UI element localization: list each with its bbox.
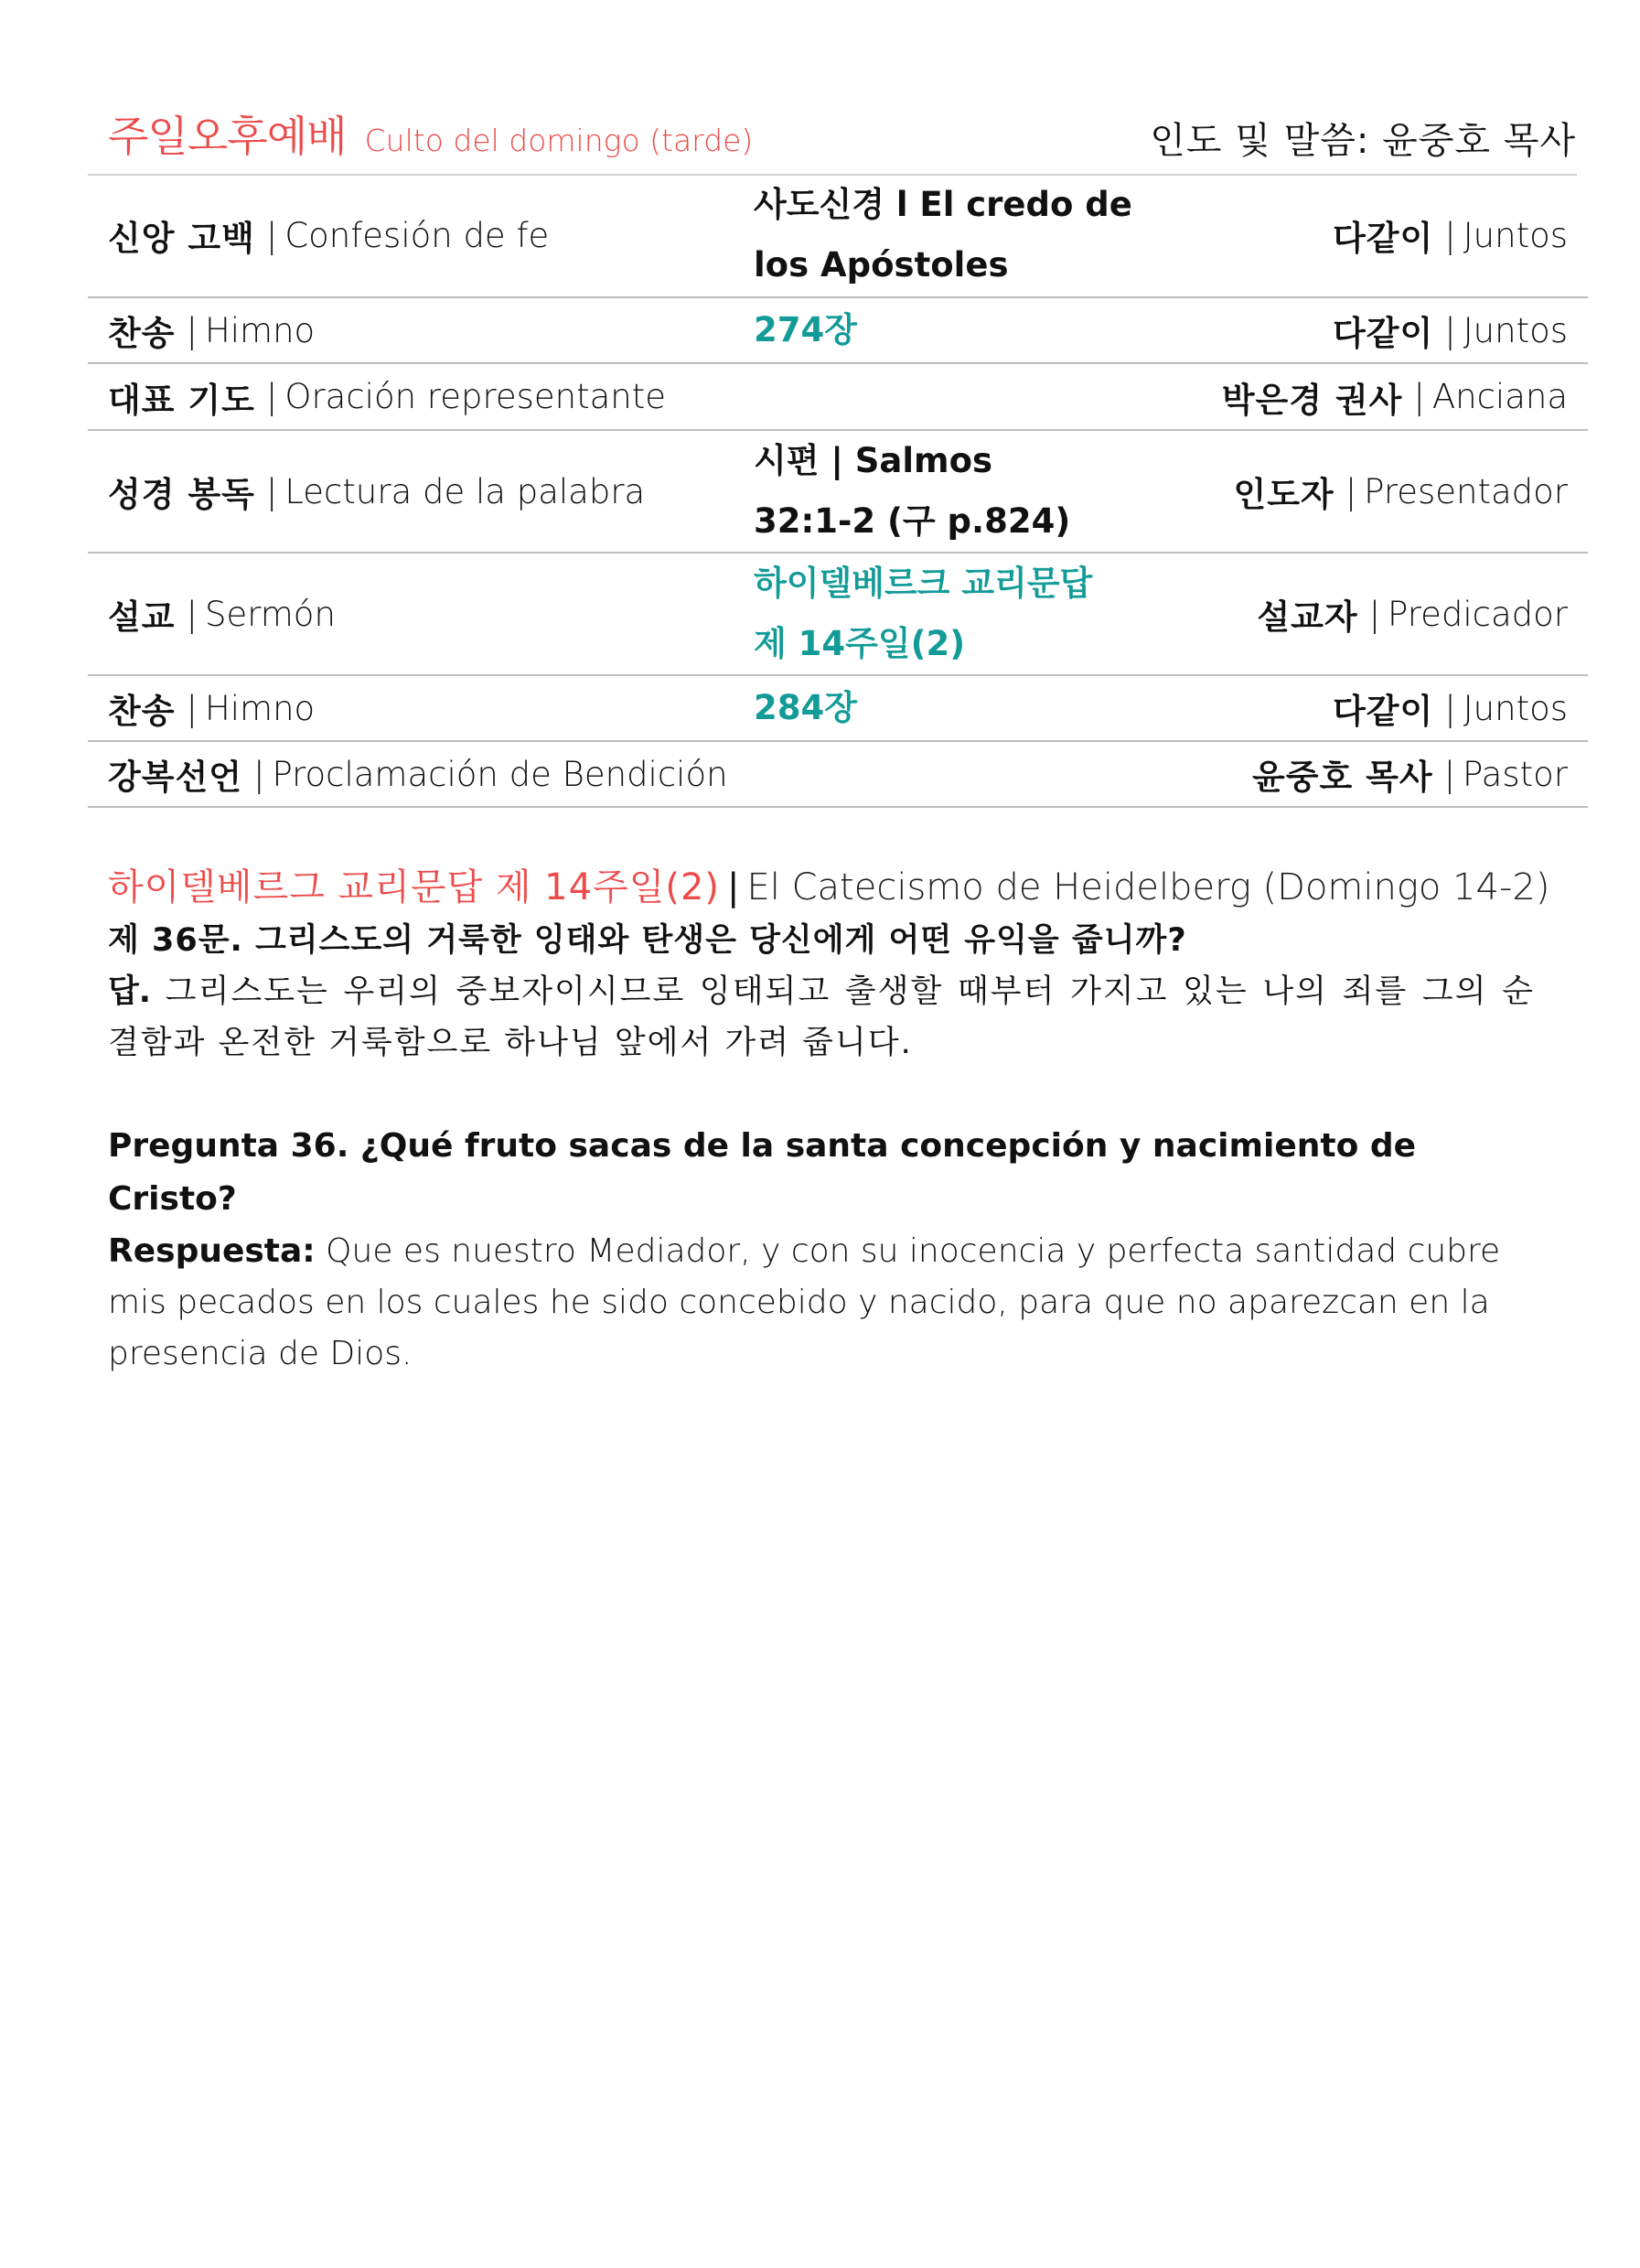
row-label-ko: 설교	[108, 597, 176, 637]
catechism-heading	[108, 860, 1550, 915]
row-person-ko: 윤중호 목사	[1251, 758, 1433, 797]
catechism-title-separator: |	[727, 866, 740, 908]
row-person	[1233, 431, 1568, 552]
row-content	[754, 431, 1138, 552]
row-label-separator: |	[186, 688, 198, 728]
row-label-es: Confesión de fe	[284, 215, 550, 255]
row-label-separator: |	[265, 471, 278, 511]
table-row	[88, 431, 1588, 554]
order-of-worship-table	[88, 174, 1588, 808]
row-person-separator: |	[1345, 471, 1357, 511]
table-row	[88, 174, 1588, 298]
service-title-es: Culto del domingo (tarde)	[364, 123, 754, 158]
service-title	[108, 103, 753, 164]
row-person-es: Anciana	[1431, 377, 1568, 416]
row-person	[1333, 174, 1568, 296]
row-label-separator: |	[265, 377, 278, 416]
row-content-line: 사도신경 l El credo de	[754, 185, 1132, 224]
catechism-title-es: El Catecismo de Heidelberg (Domingo 14-2)	[746, 866, 1550, 908]
table-row	[88, 364, 1588, 431]
row-content-line: 274장	[754, 310, 857, 349]
answer-es	[108, 1226, 1535, 1380]
question-ko: 제 36문. 그리스도의 거룩한 잉태와 탄생은 당신에게 어떤 유익을 줍니까?	[108, 922, 1187, 959]
row-label-es: Sermón	[204, 594, 336, 634]
row-label	[108, 742, 728, 806]
row-content-line: 하이델베르크 교리문답	[754, 564, 1093, 603]
table-row	[88, 742, 1588, 808]
row-label-ko: 신앙 고백	[108, 219, 255, 258]
row-content-line: 시편 | Salmos	[754, 441, 993, 480]
row-person-separator: |	[1413, 377, 1425, 416]
row-person-ko: 인도자	[1233, 475, 1335, 514]
table-row	[88, 554, 1588, 676]
row-person	[1257, 554, 1568, 674]
row-label-ko: 강복선언	[108, 758, 242, 797]
row-person-separator: |	[1444, 688, 1456, 728]
row-content-line: 284장	[754, 688, 857, 727]
catechism-title-ko: 하이델베르그 교리문답 제 14주일(2)	[108, 866, 721, 908]
row-content	[754, 174, 1138, 296]
row-label-ko: 찬송	[108, 692, 176, 731]
row-person-ko: 다같이	[1333, 219, 1434, 258]
row-content	[754, 298, 1138, 362]
answer-es-label: Respuesta:	[108, 1232, 316, 1270]
row-person	[1222, 364, 1568, 429]
row-content	[754, 676, 1138, 740]
table-row	[88, 298, 1588, 364]
row-label-ko: 성경 봉독	[108, 475, 255, 514]
table-row	[88, 676, 1588, 742]
row-label-separator: |	[252, 754, 265, 794]
row-label-ko: 대표 기도	[108, 380, 255, 420]
row-person	[1333, 676, 1568, 740]
service-title-ko: 주일오후예배	[108, 112, 347, 161]
row-label-es: Oración representante	[284, 377, 667, 416]
row-label	[108, 364, 666, 429]
row-person-separator: |	[1443, 754, 1456, 794]
row-content	[754, 554, 1138, 674]
row-content-line: 제 14주일(2)	[754, 624, 966, 663]
row-person-es: Pastor	[1463, 754, 1568, 794]
row-person-ko: 박은경 권사	[1221, 380, 1403, 420]
row-person-es: Juntos	[1463, 688, 1568, 728]
row-person-ko: 다같이	[1333, 314, 1434, 353]
row-label	[108, 174, 549, 296]
row-label-es: Proclamación de Bendición	[272, 754, 728, 794]
service-header	[108, 105, 1576, 164]
row-person-es: Presentador	[1364, 471, 1568, 511]
row-label-ko: 찬송	[108, 314, 176, 353]
row-person-ko: 다같이	[1333, 692, 1434, 731]
row-label-es: Lectura de la palabra	[284, 471, 646, 511]
row-label-separator: |	[186, 310, 198, 350]
answer-ko	[108, 966, 1535, 1069]
row-label	[108, 431, 645, 552]
row-person-separator: |	[1444, 310, 1456, 350]
row-person-separator: |	[1368, 594, 1381, 634]
question-es: Pregunta 36. ¿Qué fruto sacas de la santa concepción y nacimiento de Cristo?	[108, 1127, 1417, 1218]
row-person	[1252, 742, 1568, 806]
row-person-es: Juntos	[1463, 215, 1568, 255]
catechism-section	[108, 860, 1550, 1380]
row-person-ko: 설교자	[1257, 597, 1358, 637]
answer-ko-label: 답.	[108, 973, 152, 1010]
row-person-es: Juntos	[1463, 310, 1568, 350]
row-person	[1333, 298, 1568, 362]
row-label	[108, 676, 315, 740]
row-label	[108, 298, 315, 362]
row-person-es: Predicador	[1388, 594, 1568, 634]
row-content-line: 32:1-2 (구 p.824)	[754, 501, 1071, 541]
row-label-separator: |	[265, 215, 278, 255]
row-label-separator: |	[186, 594, 198, 634]
service-leader: 인도 및 말씀: 윤중호 목사	[1150, 120, 1576, 162]
answer-ko-text: 그리스도는 우리의 중보자이시므로 잉태되고 출생할 때부터 가지고 있는 나의 죄를 그의 순결함과 온전한 거룩함으로 하나님 앞에서 가려 줍니다.	[108, 973, 1535, 1061]
row-content-line: los Apóstoles	[754, 245, 1009, 285]
row-person-separator: |	[1444, 215, 1456, 255]
row-label	[108, 554, 336, 674]
row-label-es: Himno	[204, 688, 316, 728]
row-label-es: Himno	[204, 310, 316, 350]
answer-es-text: Que es nuestro Mediador, y con su inocencia y perfecta santidad cubre mis pecados en los cuales he sido concebido y nacido, para que no aparezcan en la presencia de Dios.	[108, 1232, 1501, 1372]
